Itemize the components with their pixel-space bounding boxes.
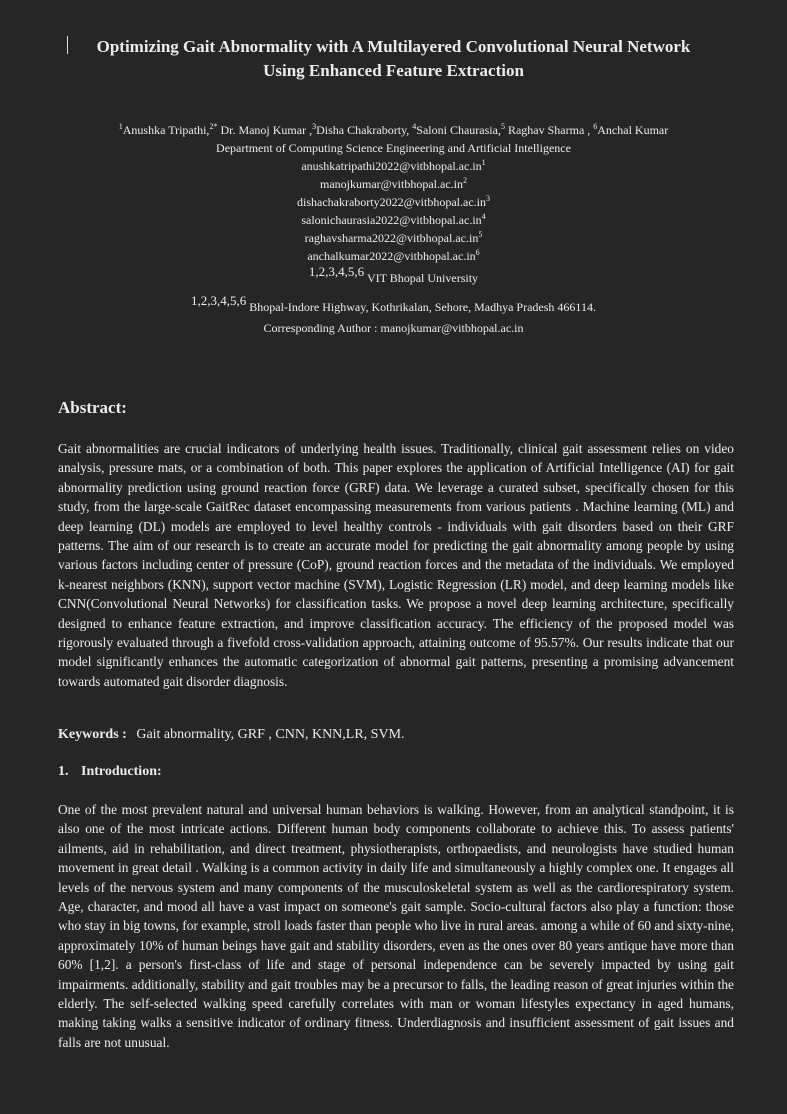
email-sup: 6: [475, 248, 480, 257]
author-name: Saloni Chaurasia,: [416, 123, 501, 137]
email-text[interactable]: manojkumar@vitbhopal.ac.in: [319, 177, 463, 191]
section-number: 1.: [58, 764, 69, 779]
address-line: [0, 293, 787, 315]
keywords-line: [58, 727, 405, 743]
author-name: Dr. Manoj Kumar ,: [217, 123, 313, 137]
author-name: Raghav Sharma ,: [504, 123, 594, 137]
paper-title: [40, 35, 747, 83]
author-name: Disha Chakraborty,: [316, 123, 413, 137]
email-sup: 5: [478, 230, 483, 239]
author-block: [20, 121, 767, 265]
title-line-1: Optimizing Gait Abnormality with A Multilayered Convolutional Neural Network: [96, 37, 691, 56]
author-sup: 2*: [209, 122, 218, 131]
email-sup: 2: [463, 176, 467, 185]
affiliation-numbers: 1,2,3,4,5,6: [191, 293, 247, 308]
email-text[interactable]: anchalkumar2022@vitbhopal.ac.in: [307, 249, 476, 263]
keywords-text: Gait abnormality, GRF , CNN, KNN,LR, SVM.: [132, 727, 405, 742]
university-line: [0, 264, 787, 286]
email-line[interactable]: [20, 211, 767, 229]
section-title: Introduction:: [81, 764, 162, 779]
email-line[interactable]: [20, 229, 767, 247]
email-text[interactable]: anushkatripathi2022@vitbhopal.ac.in: [301, 159, 482, 173]
email-sup: 1: [481, 158, 486, 167]
affiliation-numbers: 1,2,3,4,5,6: [308, 264, 365, 279]
author-name: Anushka Tripathi,: [122, 123, 210, 137]
email-line[interactable]: [20, 193, 767, 211]
keywords-label: Keywords :: [58, 727, 127, 742]
email-sup: 3: [486, 194, 490, 203]
address-text: Bhopal-Indore Highway, Kothrikalan, Sehore, Madhya Pradesh 466114.: [246, 300, 596, 314]
abstract-text: Gait abnormalities are crucial indicators of underlying health issues. Traditionally, clinical gait assessment relies on video analysis, pressure mats, or a combination of both. This paper explores the application of Artificial Intelligence (AI) for gait abnormality prediction using ground reaction force (GRF) data. We leverage a curated subset, specifically chosen for this study, from the large-scale GaitRec dataset encompassing measurements from various patients . Machine learning (ML) and deep learning (DL) models are employed to level healthy controls - individuals with gait disorders based on their GRF patterns. The aim of our research is to create an accurate model for predicting the gait abnormality among people by using various factors including center of pressure (CoP), ground reaction forces and the metadata of the individuals. We employed k-nearest neighbors (KNN), support vector machine (SVM), Logistic Regression (LR) model, and deep learning models like CNN(Convolutional Neural Networks) for classification tasks. We propose a novel deep learning architecture, specifically designed to enhance feature extraction, and improve classification accuracy. The efficiency of the proposed model was rigorously evaluated through a fivefold cross-validation approach, attaining outcome of 95.57%. Our results indicate that our model significantly enhances the automatic categorization of abnormal gait patterns, presenting a promising advancement towards automated gait disorder diagnosis.: [58, 441, 734, 689]
email-text[interactable]: raghavsharma2022@vitbhopal.ac.in: [304, 231, 479, 245]
author-sup: 6: [593, 122, 598, 131]
email-line[interactable]: [20, 175, 767, 193]
department: Department of Computing Science Engineering and Artificial Intelligence: [216, 141, 571, 155]
corresponding-author: Corresponding Author : manojkumar@vitbhopal.ac.in: [263, 321, 524, 335]
email-line[interactable]: [20, 157, 767, 175]
title-line-2: Using Enhanced Feature Extraction: [263, 61, 524, 80]
email-text[interactable]: dishachakraborty2022@vitbhopal.ac.in: [297, 195, 486, 209]
email-text[interactable]: salonichaurasia2022@vitbhopal.ac.in: [301, 213, 482, 227]
introduction-text: One of the most prevalent natural and universal human behaviors is walking. However, from an analytical standpoint, it is also one of the most intricate actions. Different human body components collaborate to achieve this. To assess patients' ailments, aid in rehabilitation, and direct treatment, physiotherapists, orthopaedists, and neurologists have studied human movement in great detail . Walking is a common activity in daily life and simultaneously a highly complex one. It engages all levels of the nervous system and many components of the musculoskeletal system as well as the cardiorespiratory system. Age, character, and mood all have a vast impact on someone's gait sample. Socio-cultural factors also play a function: those who stay in big towns, for example, stroll loads faster than people who live in rural areas. among a while of 60 and sixty-nine, approximately 10% of human beings have gait and stability disorders, even as the ones over 80 years antique have more than 60% [1,2]. a person's first-class of life and stage of personal independence can be severely impacted by using gait impairments. additionally, stability and gait troubles may be a precursor to falls, the leading reason of great injuries within the elderly. The self-selected walking speed carefully correlates with man or woman lifestyles expectancy in aged humans, making taking walks a sensitive indicator of ordinary fitness. Underdiagnosis and insufficient assessment of gait issues and falls are not unusual.: [58, 802, 734, 1050]
author-sup: 5: [500, 122, 505, 131]
author-list: [20, 121, 767, 139]
abstract-heading: Abstract:: [58, 398, 127, 417]
author-sup: 3: [312, 122, 317, 131]
author-sup: 4: [412, 122, 417, 131]
university-name: VIT Bhopal University: [364, 271, 479, 285]
introduction-heading: [58, 764, 162, 780]
email-line[interactable]: [20, 247, 767, 265]
author-name: Anchal Kumar: [597, 123, 669, 137]
email-sup: 4: [481, 212, 486, 221]
author-sup: 1: [118, 122, 123, 131]
